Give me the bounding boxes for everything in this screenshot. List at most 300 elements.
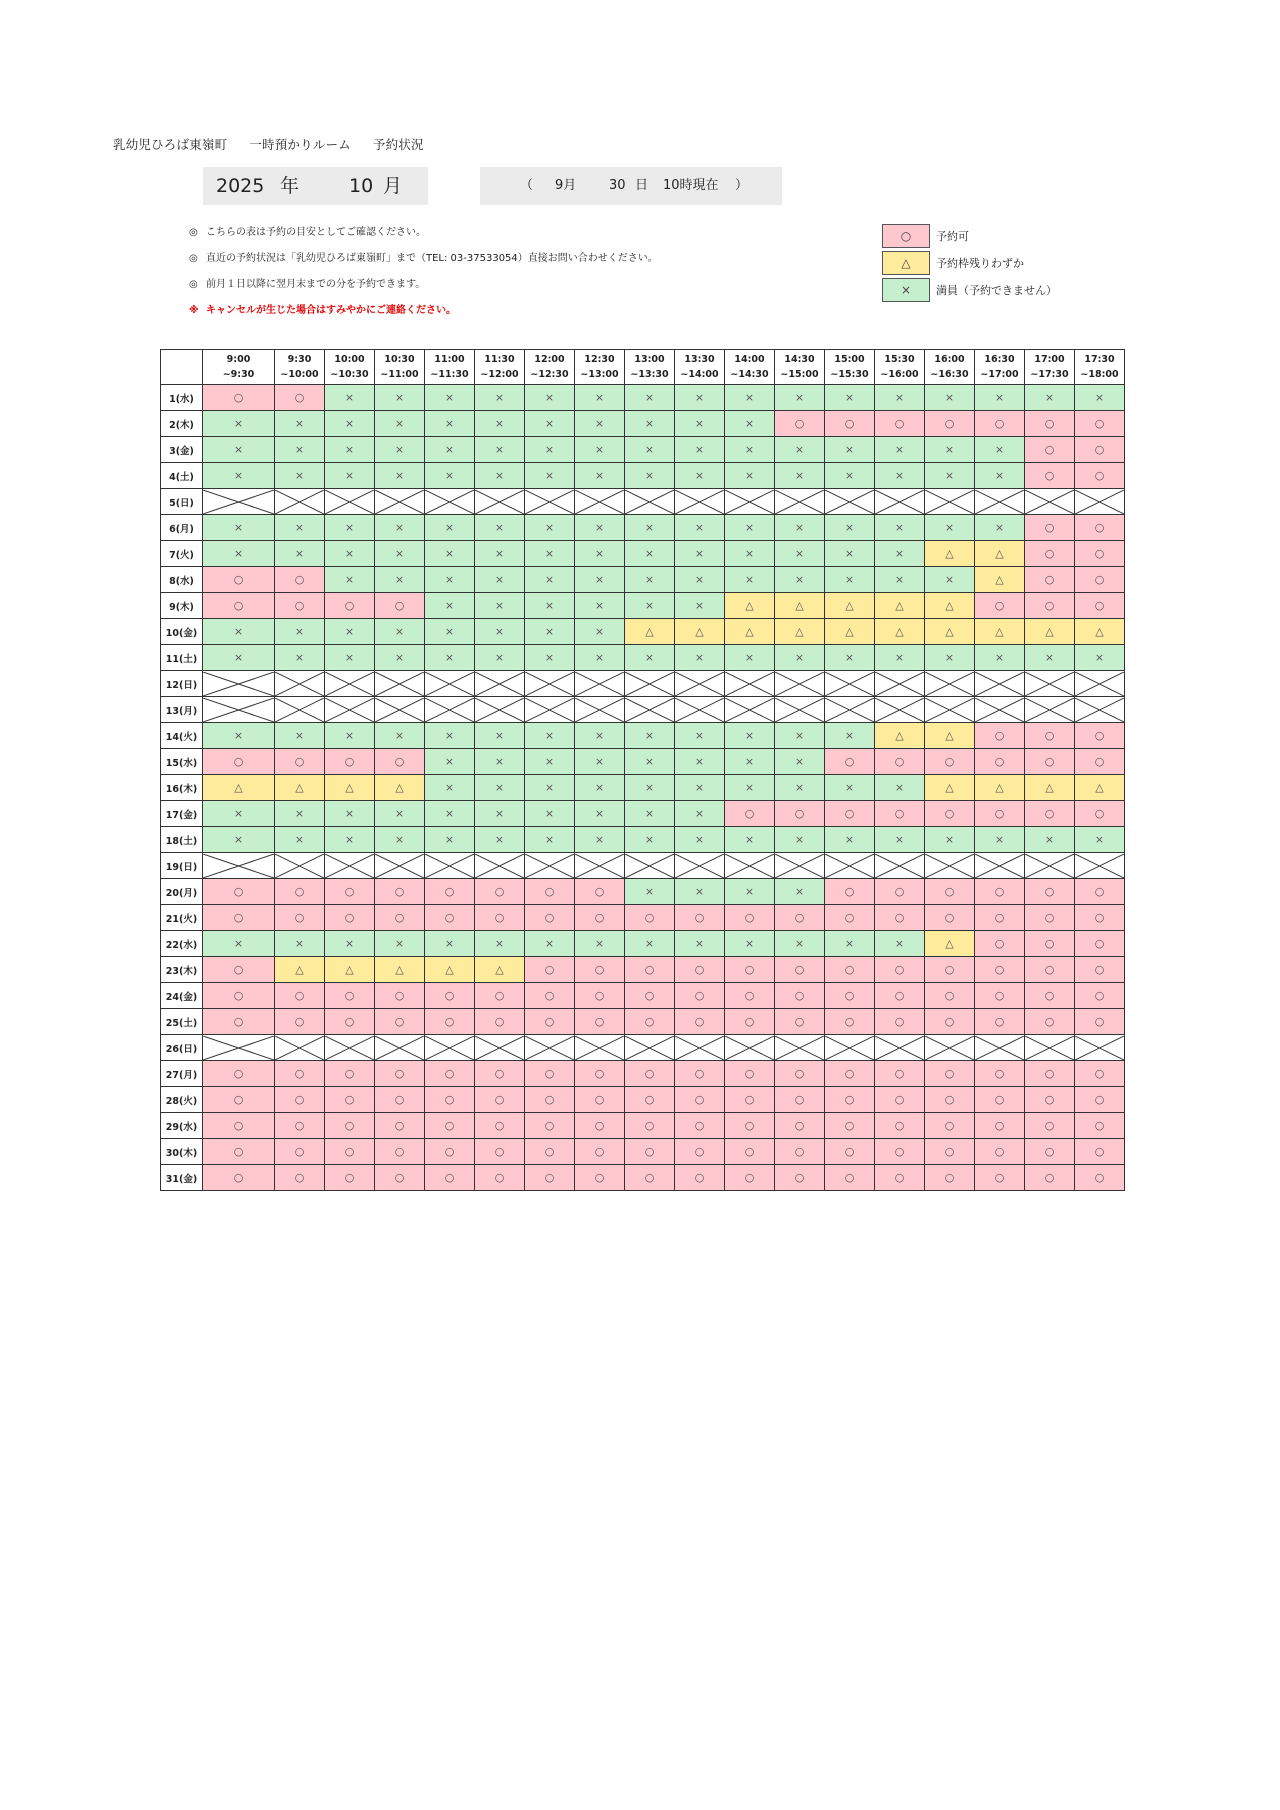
slot-available: ○	[325, 1113, 375, 1139]
slot-available: ○	[325, 879, 375, 905]
day-label: 5(日)	[161, 489, 203, 515]
closed-cross-icon	[625, 698, 674, 722]
slot-full: ×	[775, 567, 825, 593]
slot-end: ~13:30	[630, 369, 669, 380]
slot-available: ○	[875, 1113, 925, 1139]
slot-closed	[675, 671, 725, 697]
slot-full: ×	[675, 801, 725, 827]
slot-full: ×	[325, 437, 375, 463]
closed-cross-icon	[1025, 490, 1074, 514]
slot-closed	[625, 697, 675, 723]
slot-closed	[625, 489, 675, 515]
as-of-box	[480, 167, 782, 205]
slot-full: ×	[375, 385, 425, 411]
slot-full: ×	[975, 827, 1025, 853]
closed-cross-icon	[725, 672, 774, 696]
slot-full: ×	[725, 567, 775, 593]
slot-available: ○	[775, 1087, 825, 1113]
slot-available: ○	[1075, 1061, 1125, 1087]
slot-full: ×	[425, 593, 475, 619]
title-status: 予約状況	[372, 137, 424, 152]
slot-available: ○	[1025, 983, 1075, 1009]
slot-full: ×	[525, 801, 575, 827]
slot-few-left: △	[825, 593, 875, 619]
slot-start: 17:00	[1034, 354, 1065, 365]
slot-full: ×	[203, 801, 275, 827]
day-label: 22(水)	[161, 931, 203, 957]
closed-cross-icon	[925, 1036, 974, 1060]
slot-available: ○	[975, 593, 1025, 619]
slot-closed	[575, 1035, 625, 1061]
slot-available: ○	[975, 1139, 1025, 1165]
slot-closed	[425, 697, 475, 723]
slot-full: ×	[875, 437, 925, 463]
time-slot-header	[675, 350, 725, 385]
slot-available: ○	[475, 1087, 525, 1113]
closed-cross-icon	[925, 672, 974, 696]
slot-full: ×	[725, 411, 775, 437]
slot-full: ×	[625, 437, 675, 463]
slot-available: ○	[825, 1139, 875, 1165]
slot-closed	[425, 853, 475, 879]
slot-closed	[875, 853, 925, 879]
slot-few-left: △	[375, 775, 425, 801]
slot-available: ○	[975, 801, 1025, 827]
day-label: 14(火)	[161, 723, 203, 749]
slot-full: ×	[325, 515, 375, 541]
closed-cross-icon	[825, 672, 874, 696]
slot-available: ○	[675, 1165, 725, 1191]
slot-few-left: △	[1025, 619, 1075, 645]
slot-full: ×	[325, 541, 375, 567]
slot-available: ○	[625, 1139, 675, 1165]
as-of-month: 9月	[555, 178, 577, 193]
slot-available: ○	[203, 1113, 275, 1139]
slot-closed	[1025, 1035, 1075, 1061]
slot-full: ×	[475, 827, 525, 853]
slot-start: 13:30	[684, 354, 715, 365]
time-slot-header	[1025, 350, 1075, 385]
slot-full: ×	[1025, 645, 1075, 671]
table-row	[161, 879, 1125, 905]
slot-full: ×	[425, 801, 475, 827]
slot-full: ×	[775, 645, 825, 671]
slot-closed	[475, 853, 525, 879]
as-of-time: 10時現在	[663, 178, 719, 193]
slot-closed	[1075, 697, 1125, 723]
slot-available: ○	[203, 957, 275, 983]
closed-cross-icon	[425, 698, 474, 722]
slot-full: ×	[375, 515, 425, 541]
slot-closed	[325, 853, 375, 879]
slot-full: ×	[925, 463, 975, 489]
closed-cross-icon	[203, 698, 274, 722]
slot-available: ○	[275, 983, 325, 1009]
slot-closed	[875, 671, 925, 697]
slot-available: ○	[1025, 1009, 1075, 1035]
slot-full: ×	[475, 411, 525, 437]
slot-closed	[575, 489, 625, 515]
closed-cross-icon	[975, 854, 1024, 878]
slot-start: 16:30	[984, 354, 1015, 365]
slot-available: ○	[1075, 801, 1125, 827]
slot-full: ×	[625, 931, 675, 957]
slot-full: ×	[725, 827, 775, 853]
slot-start: 12:30	[584, 354, 615, 365]
table-row	[161, 515, 1125, 541]
slot-full: ×	[475, 931, 525, 957]
slot-full: ×	[675, 827, 725, 853]
slot-end: ~9:30	[222, 369, 255, 380]
slot-available: ○	[1025, 723, 1075, 749]
slot-closed	[725, 1035, 775, 1061]
table-row	[161, 437, 1125, 463]
slot-full: ×	[275, 515, 325, 541]
slot-few-left: △	[425, 957, 475, 983]
slot-full: ×	[203, 515, 275, 541]
slot-available: ○	[425, 905, 475, 931]
slot-closed	[525, 1035, 575, 1061]
slot-full: ×	[575, 541, 625, 567]
legend-swatch-available: ○	[882, 224, 930, 248]
slot-full: ×	[775, 827, 825, 853]
slot-full: ×	[375, 645, 425, 671]
slot-full: ×	[575, 567, 625, 593]
closed-cross-icon	[775, 698, 824, 722]
slot-closed	[825, 671, 875, 697]
slot-full: ×	[275, 801, 325, 827]
slot-few-left: △	[975, 541, 1025, 567]
slot-full: ×	[875, 541, 925, 567]
slot-available: ○	[725, 1009, 775, 1035]
slot-closed	[925, 853, 975, 879]
slot-full: ×	[203, 645, 275, 671]
slot-available: ○	[725, 905, 775, 931]
slot-available: ○	[375, 1139, 425, 1165]
closed-cross-icon	[775, 1036, 824, 1060]
slot-available: ○	[425, 1061, 475, 1087]
slot-full: ×	[825, 723, 875, 749]
slot-full: ×	[375, 567, 425, 593]
slot-available: ○	[275, 1139, 325, 1165]
time-slot-header	[975, 350, 1025, 385]
slot-full: ×	[475, 775, 525, 801]
closed-cross-icon	[203, 1036, 274, 1060]
day-label: 2(木)	[161, 411, 203, 437]
slot-closed	[425, 489, 475, 515]
slot-full: ×	[675, 411, 725, 437]
slot-few-left: △	[925, 593, 975, 619]
slot-closed	[375, 671, 425, 697]
slot-available: ○	[1075, 411, 1125, 437]
slot-start: 11:30	[484, 354, 515, 365]
closed-cross-icon	[975, 672, 1024, 696]
slot-available: ○	[925, 1087, 975, 1113]
closed-cross-icon	[725, 490, 774, 514]
slot-available: ○	[975, 1009, 1025, 1035]
year-value: 2025	[216, 175, 265, 197]
slot-available: ○	[975, 905, 1025, 931]
slot-available: ○	[875, 1139, 925, 1165]
closed-cross-icon	[975, 698, 1024, 722]
slot-available: ○	[275, 879, 325, 905]
time-slot-header	[203, 350, 275, 385]
closed-cross-icon	[475, 490, 524, 514]
time-slot-header	[725, 350, 775, 385]
slot-full: ×	[625, 723, 675, 749]
slot-available: ○	[825, 801, 875, 827]
slot-start: 16:00	[934, 354, 965, 365]
slot-available: ○	[625, 1087, 675, 1113]
slot-closed	[775, 671, 825, 697]
slot-closed	[875, 489, 925, 515]
slot-available: ○	[1075, 593, 1125, 619]
slot-available: ○	[325, 1165, 375, 1191]
closed-cross-icon	[725, 854, 774, 878]
slot-full: ×	[425, 411, 475, 437]
slot-available: ○	[375, 749, 425, 775]
table-row	[161, 931, 1125, 957]
slot-available: ○	[1025, 541, 1075, 567]
slot-full: ×	[203, 931, 275, 957]
slot-closed	[275, 697, 325, 723]
slot-full: ×	[825, 463, 875, 489]
slot-closed	[525, 671, 575, 697]
day-label: 12(日)	[161, 671, 203, 697]
slot-end: ~10:00	[280, 369, 319, 380]
slot-full: ×	[825, 437, 875, 463]
slot-few-left: △	[1075, 619, 1125, 645]
slot-available: ○	[525, 1113, 575, 1139]
slot-available: ○	[275, 567, 325, 593]
slot-full: ×	[675, 593, 725, 619]
slot-start: 13:00	[634, 354, 665, 365]
slot-closed	[1025, 697, 1075, 723]
table-corner-cell	[161, 350, 203, 385]
closed-cross-icon	[275, 854, 324, 878]
closed-cross-icon	[275, 1036, 324, 1060]
year-month-box	[203, 167, 428, 205]
table-row	[161, 749, 1125, 775]
slot-available: ○	[725, 801, 775, 827]
slot-end: ~17:30	[1030, 369, 1069, 380]
slot-closed	[825, 853, 875, 879]
day-label: 25(土)	[161, 1009, 203, 1035]
notes-list	[189, 226, 658, 330]
slot-available: ○	[1025, 1113, 1075, 1139]
closed-cross-icon	[325, 490, 374, 514]
slot-full: ×	[975, 437, 1025, 463]
slot-available: ○	[1025, 801, 1075, 827]
slot-closed	[203, 1035, 275, 1061]
month-kanji: 月	[383, 175, 403, 197]
slot-full: ×	[875, 931, 925, 957]
slot-closed	[1075, 489, 1125, 515]
slot-available: ○	[1075, 879, 1125, 905]
slot-few-left: △	[675, 619, 725, 645]
slot-end: ~12:30	[530, 369, 569, 380]
slot-available: ○	[725, 957, 775, 983]
closed-cross-icon	[825, 854, 874, 878]
slot-available: ○	[825, 879, 875, 905]
closed-cross-icon	[1075, 854, 1124, 878]
slot-available: ○	[975, 411, 1025, 437]
day-label: 24(金)	[161, 983, 203, 1009]
slot-available: ○	[1025, 1165, 1075, 1191]
slot-full: ×	[475, 801, 525, 827]
closed-cross-icon	[275, 698, 324, 722]
slot-available: ○	[875, 1061, 925, 1087]
closed-cross-icon	[775, 672, 824, 696]
closed-cross-icon	[575, 698, 624, 722]
closed-cross-icon	[475, 698, 524, 722]
day-label: 17(金)	[161, 801, 203, 827]
slot-closed	[725, 489, 775, 515]
slot-full: ×	[875, 515, 925, 541]
slot-start: 9:30	[287, 354, 312, 365]
time-slot-header	[1075, 350, 1125, 385]
slot-available: ○	[1075, 1009, 1125, 1035]
slot-full: ×	[525, 749, 575, 775]
slot-few-left: △	[375, 957, 425, 983]
slot-closed	[875, 697, 925, 723]
slot-full: ×	[775, 463, 825, 489]
slot-full: ×	[825, 827, 875, 853]
slot-available: ○	[575, 1139, 625, 1165]
note-text: 直近の予約状況は「乳幼児ひろば東嶺町」まで（TEL: 03-37533054）直接お問い合わせください。	[206, 253, 658, 264]
slot-full: ×	[675, 723, 725, 749]
slot-few-left: △	[925, 931, 975, 957]
closed-cross-icon	[375, 672, 424, 696]
slot-full: ×	[475, 749, 525, 775]
slot-available: ○	[875, 749, 925, 775]
slot-available: ○	[203, 905, 275, 931]
slot-available: ○	[475, 1061, 525, 1087]
slot-full: ×	[725, 385, 775, 411]
slot-full: ×	[475, 385, 525, 411]
slot-full: ×	[375, 541, 425, 567]
slot-available: ○	[775, 801, 825, 827]
slot-available: ○	[203, 1009, 275, 1035]
slot-available: ○	[425, 1009, 475, 1035]
slot-available: ○	[725, 983, 775, 1009]
slot-available: ○	[375, 1061, 425, 1087]
note-item	[189, 278, 658, 304]
slot-few-left: △	[475, 957, 525, 983]
closed-cross-icon	[375, 854, 424, 878]
slot-available: ○	[875, 1087, 925, 1113]
slot-available: ○	[475, 1113, 525, 1139]
slot-available: ○	[325, 905, 375, 931]
slot-full: ×	[325, 411, 375, 437]
slot-available: ○	[203, 567, 275, 593]
slot-closed	[275, 1035, 325, 1061]
slot-few-left: △	[275, 957, 325, 983]
slot-full: ×	[475, 515, 525, 541]
note-mark: ◎	[189, 253, 198, 264]
slot-full: ×	[275, 619, 325, 645]
slot-full: ×	[775, 775, 825, 801]
slot-closed	[275, 853, 325, 879]
slot-available: ○	[925, 957, 975, 983]
slot-full: ×	[725, 931, 775, 957]
slot-available: ○	[725, 1061, 775, 1087]
slot-closed	[425, 671, 475, 697]
slot-closed	[475, 489, 525, 515]
slot-available: ○	[775, 905, 825, 931]
slot-available: ○	[925, 879, 975, 905]
table-row	[161, 1009, 1125, 1035]
slot-full: ×	[375, 931, 425, 957]
closed-cross-icon	[475, 672, 524, 696]
slot-start: 17:30	[1084, 354, 1115, 365]
slot-available: ○	[475, 983, 525, 1009]
table-row	[161, 905, 1125, 931]
slot-full: ×	[1075, 827, 1125, 853]
slot-available: ○	[675, 957, 725, 983]
slot-closed	[575, 697, 625, 723]
table-row	[161, 1165, 1125, 1191]
slot-full: ×	[325, 619, 375, 645]
slot-full: ×	[575, 593, 625, 619]
slot-full: ×	[625, 567, 675, 593]
slot-available: ○	[275, 749, 325, 775]
slot-few-left: △	[925, 541, 975, 567]
slot-full: ×	[675, 931, 725, 957]
day-label: 19(日)	[161, 853, 203, 879]
slot-available: ○	[825, 411, 875, 437]
slot-full: ×	[625, 385, 675, 411]
day-label: 20(月)	[161, 879, 203, 905]
day-label: 7(火)	[161, 541, 203, 567]
slot-few-left: △	[775, 619, 825, 645]
slot-available: ○	[875, 411, 925, 437]
legend-label: 予約枠残りわずか	[936, 256, 1024, 270]
slot-few-left: △	[975, 567, 1025, 593]
slot-full: ×	[575, 931, 625, 957]
slot-available: ○	[725, 1087, 775, 1113]
slot-full: ×	[425, 775, 475, 801]
slot-end: ~14:30	[730, 369, 769, 380]
table-row	[161, 1061, 1125, 1087]
slot-full: ×	[575, 775, 625, 801]
slot-full: ×	[725, 437, 775, 463]
closed-cross-icon	[725, 698, 774, 722]
slot-full: ×	[275, 645, 325, 671]
closed-cross-icon	[725, 1036, 774, 1060]
slot-full: ×	[625, 801, 675, 827]
slot-closed	[975, 697, 1025, 723]
as-of-day: 30	[609, 178, 626, 193]
slot-full: ×	[203, 541, 275, 567]
time-slot-header	[425, 350, 475, 385]
slot-full: ×	[725, 645, 775, 671]
table-row	[161, 593, 1125, 619]
slot-full: ×	[775, 931, 825, 957]
closed-cross-icon	[925, 854, 974, 878]
slot-available: ○	[1025, 879, 1075, 905]
slot-full: ×	[675, 515, 725, 541]
slot-full: ×	[625, 593, 675, 619]
closed-cross-icon	[675, 672, 724, 696]
slot-full: ×	[425, 619, 475, 645]
slot-full: ×	[425, 827, 475, 853]
closed-cross-icon	[575, 490, 624, 514]
slot-available: ○	[675, 1009, 725, 1035]
legend-swatch-full: ×	[882, 278, 930, 302]
slot-available: ○	[425, 983, 475, 1009]
slot-closed	[203, 671, 275, 697]
